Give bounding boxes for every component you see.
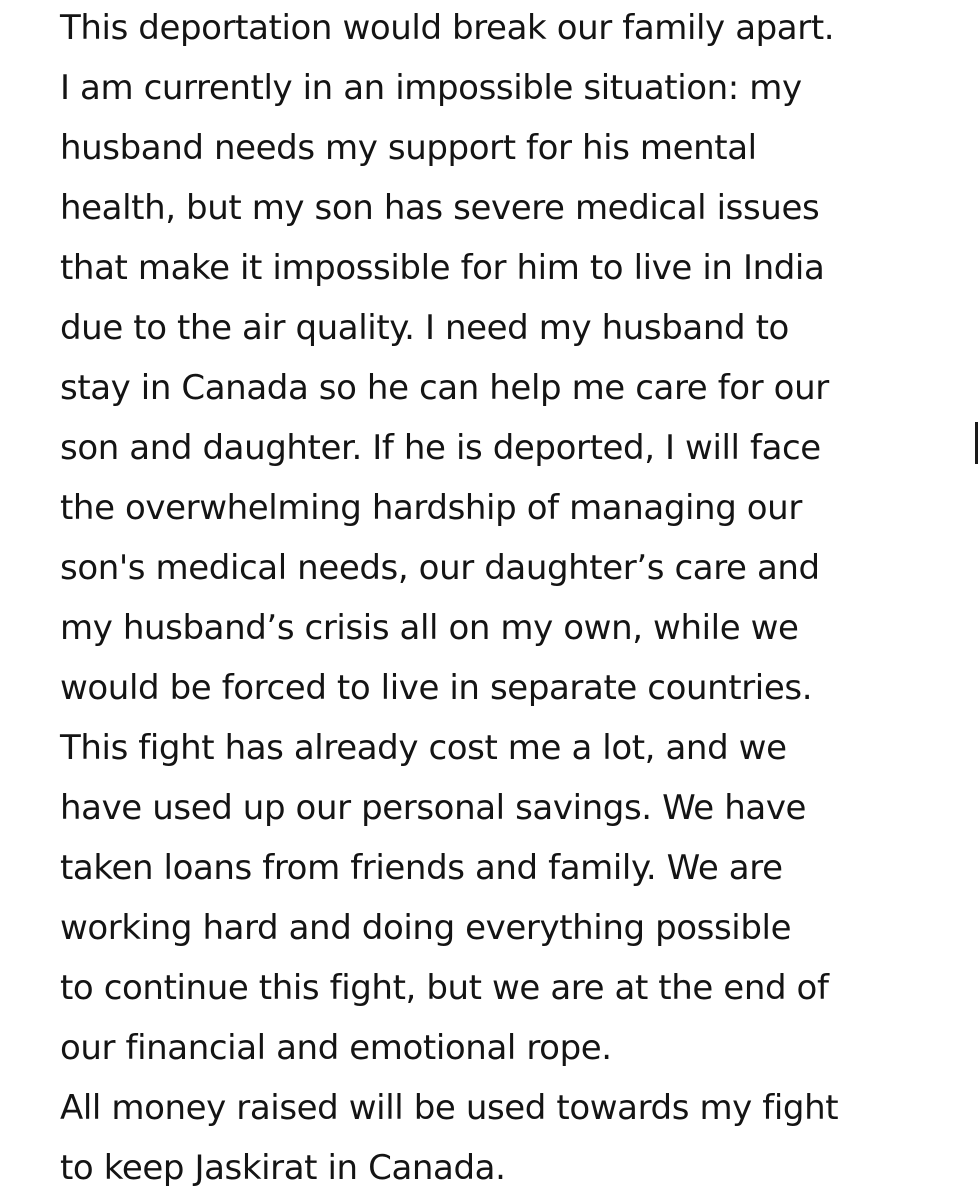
story-line: due to the air quality. I need my husband to	[60, 308, 789, 348]
story-line: working hard and doing everything possible	[60, 908, 792, 948]
story-line: would be forced to live in separate countries.	[60, 668, 813, 708]
story-line: husband needs my support for his mental	[60, 128, 757, 168]
story-line: the overwhelming hardship of managing our	[60, 488, 802, 528]
story-line: son's medical needs, our daughter’s care and	[60, 548, 820, 588]
story-line: taken loans from friends and family. We are	[60, 848, 783, 888]
story-line: that make it impossible for him to live in India	[60, 248, 825, 288]
story-line: This deportation would break our family apart.	[60, 8, 835, 48]
story-line: This fight has already cost me a lot, and we	[60, 728, 787, 768]
story-line: stay in Canada so he can help me care for our	[60, 368, 829, 408]
story-line: to continue this fight, but we are at the end of	[60, 968, 829, 1008]
story-text-block	[60, 0, 970, 1198]
story-line: to keep Jaskirat in Canada.	[60, 1148, 506, 1188]
story-line: son and daughter. If he is deported, I will face	[60, 428, 821, 468]
story-line: my husband’s crisis all on my own, while we	[60, 608, 799, 648]
story-line: our financial and emotional rope.	[60, 1028, 612, 1068]
story-line: health, but my son has severe medical issues	[60, 188, 820, 228]
story-line: I am currently in an impossible situation: my	[60, 68, 802, 108]
story-line: have used up our personal savings. We have	[60, 788, 807, 828]
story-line: All money raised will be used towards my fight	[60, 1088, 839, 1128]
